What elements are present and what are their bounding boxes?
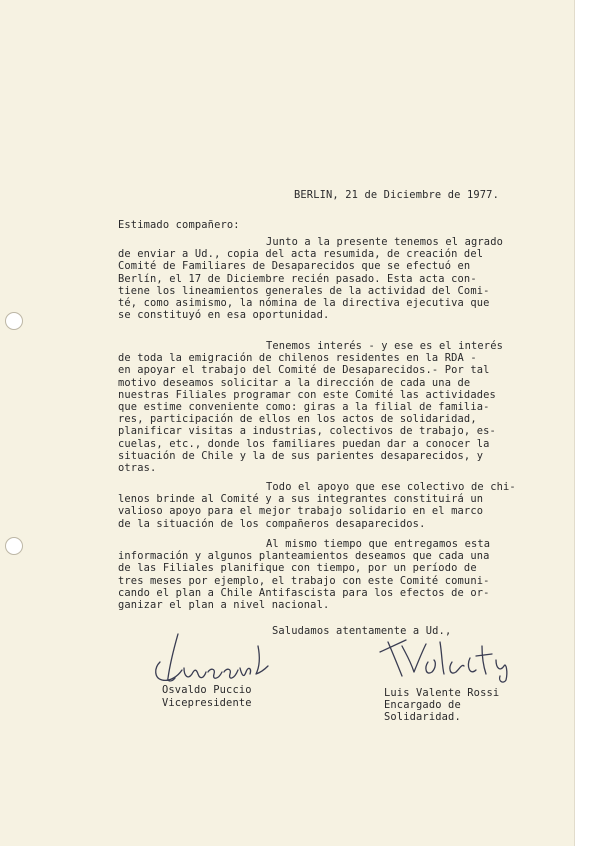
date-line: BERLIN, 21 de Diciembre de 1977. [294,189,499,201]
signatory-left-title: Vicepresidente [162,697,252,709]
signature-left-handwritten [148,628,278,688]
paragraph-line: Tenemos interés - y ese es el interés [266,340,504,352]
paragraph-line: tiene los lineamientos generales de la actividad del Comi- [118,284,490,297]
paragraph-line: lenos brinde al Comité y a sus integrantes constituirá un [118,493,484,506]
punch-hole-bottom [5,537,23,555]
signatory-left-name: Osvaldo Puccio [162,684,252,696]
paragraph-line: cuelas, etc., donde los familiares puedan dar a conocer la [118,437,490,450]
paragraph-line: de las Filiales planifique con tiempo, por un período de [118,562,477,575]
paragraph-line: Comité de Familiares de Desaparecidos que se efectuó en [118,260,471,273]
paragraph-line: té, como asimismo, la nómina de la directiva ejecutiva que [118,297,490,310]
body-paragraph-2 [118,340,503,474]
paragraph-line: res, participación de ellos en los actos de solidaridad, [118,413,477,426]
paragraph-line: Todo el apoyo que ese colectivo de chi- [266,481,516,493]
body-paragraph-3 [118,481,516,530]
paragraph-line: de la situación de los compañeros desaparecidos. [118,517,426,530]
body-paragraph-4 [118,538,490,611]
signatory-right-name: Luis Valente Rossi [384,687,500,699]
paragraph-line: Berlín, el 17 de Diciembre recién pasado. Esta acta con- [118,272,477,285]
paragraph-line: otras. [118,462,157,475]
paragraph-line: de toda la emigración de chilenos residentes en la RDA - [118,352,477,365]
paragraph-line: información y algunos planteamientos deseamos que cada una [118,550,490,563]
closing-line: Saludamos atentamente a Ud., [272,625,452,637]
paragraph-line: de enviar a Ud., copia del acta resumida, de creación del [118,248,484,261]
body-paragraph-1 [118,236,503,321]
paragraph-line: nuestras Filiales programar con este Comité las actividades [118,388,496,401]
paragraph-line: planificar visitas a industrias, colectivos de trabajo, es- [118,425,496,438]
paragraph-line: tres meses por ejemplo, el trabajo con este Comité comuni- [118,574,490,587]
paragraph-line: valioso apoyo para el mejor trabajo solidario en el marco [118,505,484,518]
paragraph-line: cando el plan a Chile Antifascista para los efectos de or- [118,586,490,599]
punch-hole-top [5,312,23,330]
paragraph-line: Junto a la presente tenemos el agrado [266,236,504,248]
paragraph-line: se constituyó en esa oportunidad. [118,309,330,322]
signature-right-handwritten [378,632,518,682]
signatory-right-title-line-2: Solidaridad. [384,711,461,723]
salutation: Estimado compañero: [118,219,240,231]
paragraph-line: motivo deseamos solicitar a la dirección de cada una de [118,376,471,389]
paragraph-line: en apoyar el trabajo del Comité de Desaparecidos.- Por tal [118,364,490,377]
paragraph-line: ganizar el plan a nivel nacional. [118,599,330,612]
signatory-right-title-line-1: Encargado de [384,699,461,711]
paragraph-line: que estime conveniente como: giras a la filial de familia- [118,401,490,414]
paragraph-line: situación de Chile y la de sus parientes desaparecidos, y [118,449,484,462]
paragraph-line: Al mismo tiempo que entregamos esta [266,538,491,550]
